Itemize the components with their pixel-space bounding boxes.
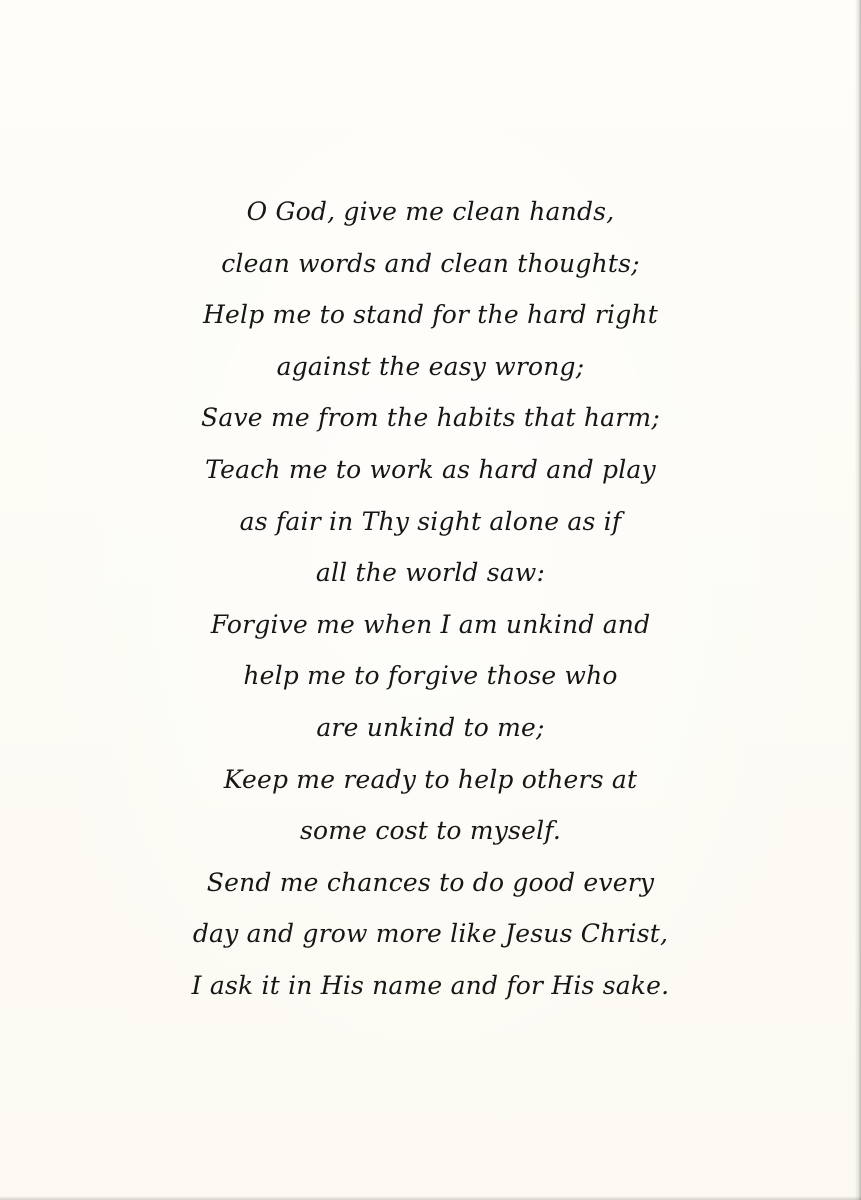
prayer-line: clean words and clean thoughts; bbox=[221, 248, 640, 278]
prayer-line: Keep me ready to help others at bbox=[223, 764, 638, 794]
paper-bottom-edge bbox=[0, 1196, 861, 1200]
prayer-line: day and grow more like Jesus Christ, bbox=[192, 919, 669, 949]
prayer-line: some cost to myself. bbox=[299, 816, 561, 846]
prayer-line: against the easy wrong; bbox=[276, 351, 585, 381]
prayer-line: Save me from the habits that harm; bbox=[201, 403, 660, 433]
prayer-line: help me to forgive those who bbox=[243, 661, 618, 691]
prayer-line: Teach me to work as hard and play bbox=[205, 454, 656, 484]
prayer-line: O God, give me clean hands, bbox=[246, 197, 615, 226]
prayer-line: Send me chances to do good every bbox=[206, 867, 655, 897]
prayer-line: as fair in Thy sight alone as if bbox=[239, 506, 622, 536]
prayer-text bbox=[0, 186, 861, 1012]
prayer-line: all the world saw: bbox=[315, 558, 546, 588]
prayer-line: are unkind to me; bbox=[316, 712, 545, 742]
prayer-line: I ask it in His name and for His sake. bbox=[191, 970, 670, 1000]
prayer-line: Forgive me when I am unkind and bbox=[210, 609, 651, 639]
prayer-line: Help me to stand for the hard right bbox=[203, 300, 658, 330]
